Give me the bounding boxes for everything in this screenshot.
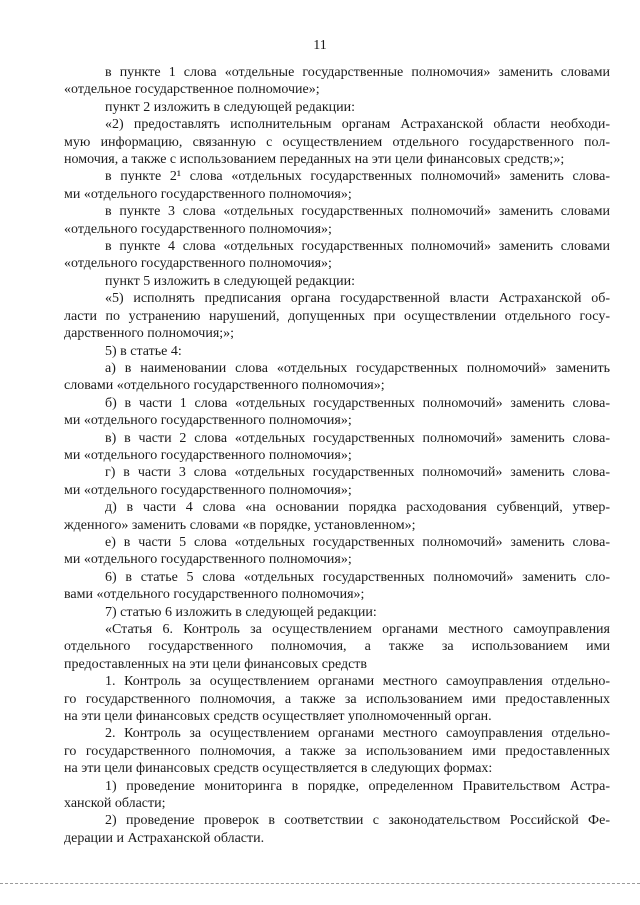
text-line: мую информацию, связанную с осуществлением отдельного государственного пол- [64, 134, 610, 150]
text-line: ми «отдельного государственного полномочия»; [64, 447, 352, 463]
text-line: ми «отдельного государственного полномочия»; [64, 186, 352, 202]
page-number: 11 [313, 38, 327, 53]
text-line: ми «отдельного государственного полномочия»; [64, 482, 352, 498]
text-line: «отдельное государственное полномочие»; [64, 82, 320, 98]
text-line: предоставленных на эти цели финансовых средств [64, 656, 368, 672]
text-line: вами «отдельного государственного полномочия»; [64, 587, 365, 603]
text-line: 2. Контроль за осуществлением органами местного самоуправления отдельно- [105, 726, 610, 742]
text-line: словами «отдельного государственного полномочия»; [64, 378, 385, 394]
text-line: пункт 5 изложить в следующей редакции: [105, 273, 355, 289]
text-line: в) в части 2 слова «отдельных государственных полномочий» заменить слова- [105, 430, 610, 446]
text-line: дерации и Астраханской области. [64, 830, 265, 846]
text-line: ми «отдельного государственного полномочия»; [64, 413, 352, 429]
text-line: го государственного полномочия, а также за использованием ими предоставленных [64, 691, 610, 707]
text-line: 5) в статье 4: [105, 343, 182, 359]
text-line: «Статья 6. Контроль за осуществлением органами местного самоуправления [105, 622, 610, 637]
text-line: на эти цели финансовых средств осуществляет уполномоченный орган. [64, 709, 492, 725]
text-line: го государственного полномочия, а также за использованием ими предоставленных [64, 743, 610, 759]
text-line: 6) в статье 5 слова «отдельных государственных полномочий» заменить сло- [105, 569, 610, 585]
text-line: на эти цели финансовых средств осуществляется в следующих формах: [64, 761, 493, 777]
text-line: е) в части 5 слова «отдельных государственных полномочий» заменить слова- [105, 534, 610, 550]
text-line: жденного» заменить словами «в порядке, установленном»; [64, 517, 416, 533]
text-line: в пункте 1 слова «отдельные государственные полномочия» заменить словами [105, 65, 610, 80]
text-line: «5) исполнять предписания органа государственной власти Астраханской об- [105, 291, 610, 307]
text-line: 2) проведение проверок в соответствии с законодательством Российской Фе- [105, 813, 610, 829]
text-line: а) в наименовании слова «отдельных государственных полномочий» заменить [105, 360, 610, 376]
text-line: в пункте 3 слова «отдельных государственных полномочий» заменить словами [105, 204, 610, 220]
text-line: номочия, а также с использованием переданных на эти цели финансовых средств;»; [64, 152, 565, 168]
document-body [64, 64, 610, 847]
text-line: д) в части 4 слова «на основании порядка расходования субвенций, утвер- [105, 500, 610, 516]
scan-edge-divider [0, 883, 640, 885]
text-line: «отдельного государственного полномочия»; [64, 221, 332, 237]
text-line: 7) статью 6 изложить в следующей редакции: [105, 604, 377, 620]
text-line: «2) предоставлять исполнительным органам Астраханской области необходи- [105, 117, 610, 133]
text-line: в пункте 4 слова «отдельных государственных полномочий» заменить словами [105, 239, 610, 255]
text-line: ми «отдельного государственного полномочия»; [64, 552, 352, 568]
text-line: б) в части 1 слова «отдельных государственных полномочий» заменить слова- [105, 395, 610, 411]
text-line: пункт 2 изложить в следующей редакции: [105, 99, 355, 115]
text-line: 1) проведение мониторинга в порядке, определенном Правительством Астра- [105, 778, 610, 794]
text-line: ласти по устранению нарушений, допущенных при осуществлении отдельного госу- [64, 308, 610, 324]
text-line: отдельного государственного полномочия, а также за использованием ими [64, 639, 610, 655]
text-line: дарственного полномочия;»; [64, 326, 235, 342]
text-line: «отдельного государственного полномочия»; [64, 256, 332, 272]
text-line: ханской области; [64, 796, 166, 812]
text-line: в пункте 2¹ слова «отдельных государственных полномочий» заменить слова- [105, 169, 610, 185]
text-line: 1. Контроль за осуществлением органами местного самоуправления отдельно- [105, 674, 610, 690]
text-line: г) в части 3 слова «отдельных государственных полномочий» заменить слова- [105, 465, 610, 481]
